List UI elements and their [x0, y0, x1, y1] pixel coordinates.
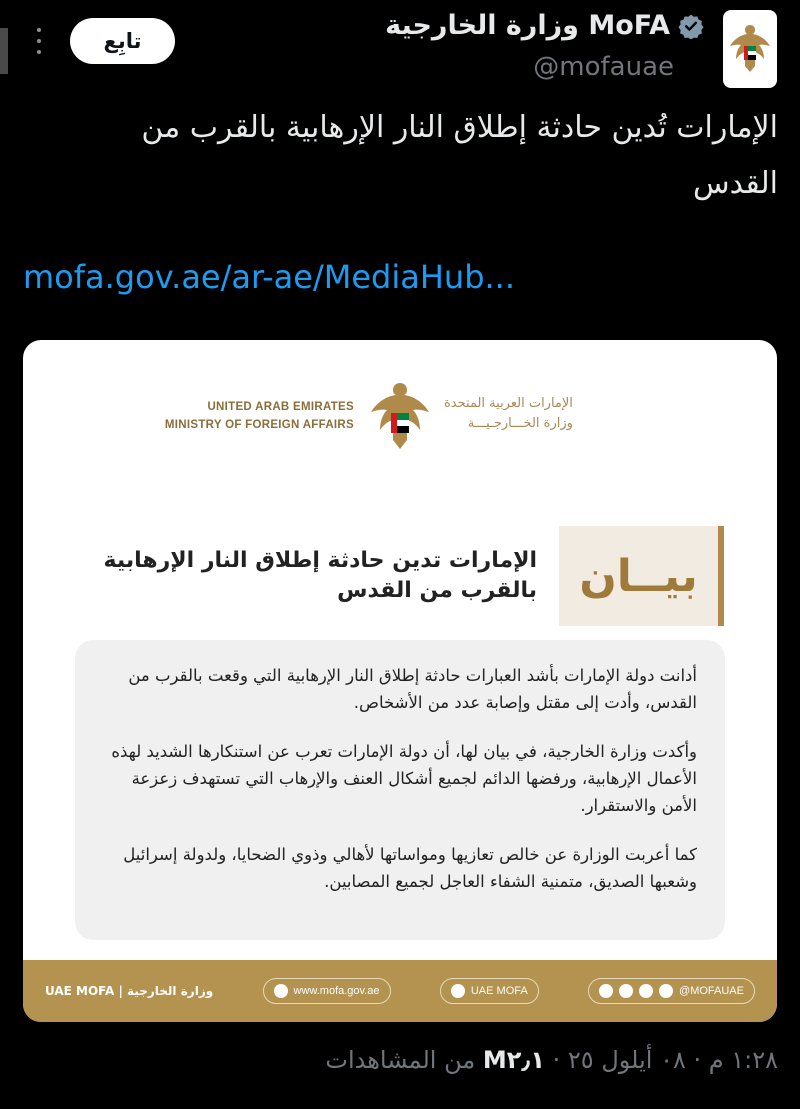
views-label: من المشاهدات: [325, 1046, 483, 1074]
ministry-name-english-line-2: MINISTRY OF FOREIGN AFFAIRS: [164, 419, 354, 431]
tweet-link[interactable]: mofa.gov.ae/ar-ae/MediaHub...: [23, 258, 516, 296]
footer-website-text: www.mofa.gov.ae: [293, 985, 380, 997]
footer-social-text: @MOFAUAE: [679, 985, 744, 997]
statement-title: [67, 546, 537, 606]
more-options-icon[interactable]: [28, 24, 50, 58]
author-name-row[interactable]: [385, 10, 704, 41]
tweet-text-line-2: القدس: [692, 166, 778, 201]
display-name[interactable]: وزارة الخارجية MoFA: [385, 10, 670, 41]
follow-button[interactable]: تابِع: [70, 18, 175, 64]
footer-video: [440, 978, 539, 1004]
statement-title-line-2: بالقرب من القدس: [337, 578, 537, 603]
left-edge-strip: [0, 28, 8, 74]
instagram-icon: [639, 984, 653, 998]
statement-paragraph: وأكدت وزارة الخارجية، في بيان لها، أن دولة الإمارات تعرب عن استنكارها الشديد لهذه الأعمال الإرهابية، ورفضها الدائم لجميع أشكال العنف والإرهاب التي تستهدف زعزعة الأمن والاستقرار.: [111, 742, 697, 815]
x-icon: [599, 984, 613, 998]
facebook-icon: [619, 984, 633, 998]
statement-title-line-1: الإمارات تدين حادثة إطلاق النار الإرهابية: [103, 548, 537, 573]
statement-badge: [559, 526, 724, 626]
tweet-text: [78, 100, 778, 212]
verified-badge-icon: [678, 13, 704, 39]
footer-brand: UAE MOFA | وزارة الخارجية: [45, 984, 214, 998]
avatar[interactable]: [723, 10, 777, 88]
ministry-name-english: [165, 398, 354, 434]
statement-paragraph: أدانت دولة الإمارات بأشد العبارات حادثة إطلاق النار الإرهابية التي وقعت بالقرب من القدس، وأدت إلى مقتل وإصابة عدد من الأشخاص.: [128, 666, 697, 712]
footer-video-text: UAE MOFA: [470, 985, 528, 997]
ministry-name-arabic: [444, 394, 573, 434]
falcon-emblem-icon: [728, 21, 772, 77]
tweet-text-line-1: الإمارات تُدين حادثة إطلاق النار الإرهابية بالقرب من: [141, 110, 778, 145]
views-count: M٢٫١: [482, 1046, 546, 1074]
ministry-name-english-line-1: UNITED ARAB EMIRATES: [207, 401, 354, 413]
ministry-logo-block: [23, 380, 777, 460]
youtube-icon: [659, 984, 673, 998]
ministry-name-arabic-line-1: الإمارات العربية المتحدة: [444, 396, 573, 411]
footer-website: [263, 978, 391, 1004]
footer-social: [588, 978, 755, 1004]
ministry-name-arabic-line-2: وزارة الخـــارجـيـــة: [467, 416, 573, 431]
statement-badge-text: بيــان: [579, 550, 698, 602]
falcon-emblem-icon: [368, 380, 432, 456]
card-footer: [23, 960, 777, 1022]
tweet-meta: [325, 1046, 778, 1074]
statement-paragraph: كما أعربت الوزارة عن خالص تعازيها ومواساتها لأهالي وذوي الضحايا، ولدولة إسرائيل وشعبها الصديق، متمنية الشفاء العاجل لجميع المصابين.: [123, 845, 697, 891]
globe-icon: [274, 984, 288, 998]
user-handle[interactable]: @mofauae: [533, 52, 674, 82]
media-card-image[interactable]: [23, 340, 777, 1022]
tweet-timestamp[interactable]: ١:٢٨ م · ٠٨ أيلول ٢٥ ·: [545, 1046, 778, 1074]
play-icon: [451, 984, 465, 998]
statement-body: [75, 640, 725, 940]
